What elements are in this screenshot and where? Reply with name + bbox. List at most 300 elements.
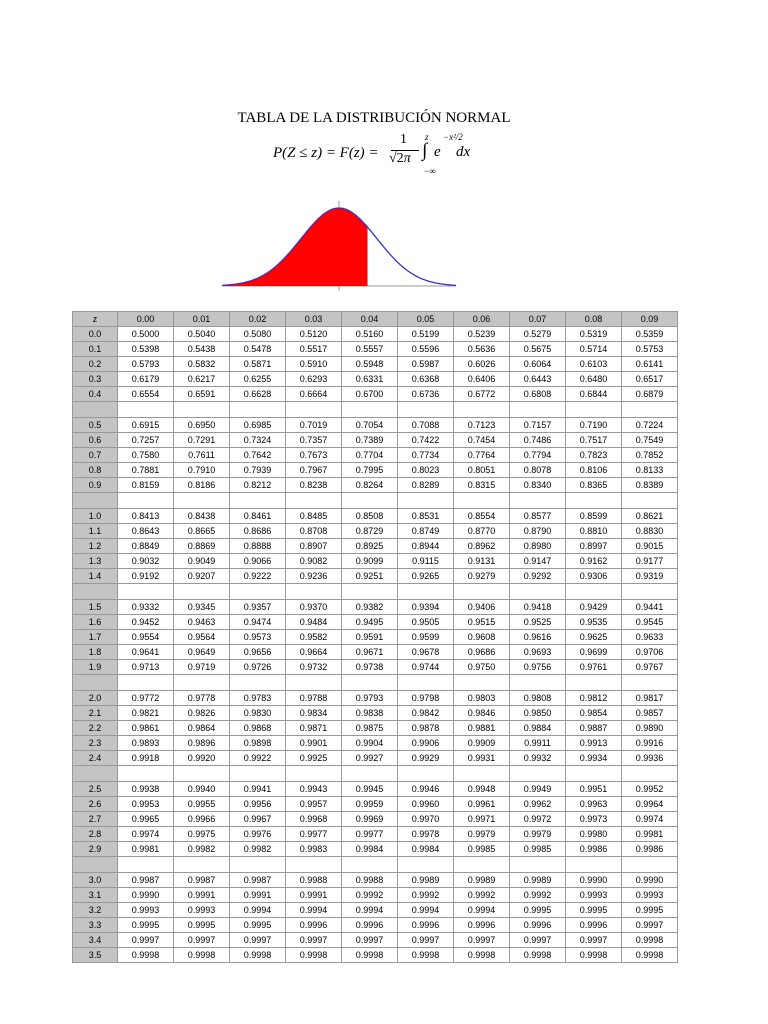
probability-cell: 0.9998 [398, 948, 454, 963]
z-value-cell: 0.4 [73, 387, 118, 402]
probability-cell: 0.9978 [398, 827, 454, 842]
probability-cell: 0.9953 [118, 797, 174, 812]
probability-cell: 0.9834 [286, 706, 342, 721]
header-col: 0.07 [510, 312, 566, 327]
table-row [73, 888, 678, 903]
z-value-cell: 1.8 [73, 645, 118, 660]
probability-cell: 0.9861 [118, 721, 174, 736]
z-value-cell: 2.0 [73, 691, 118, 706]
probability-cell: 0.9608 [454, 630, 510, 645]
probability-cell: 0.9997 [510, 933, 566, 948]
spacer-cell [118, 675, 174, 691]
integral-upper-limit: z [425, 132, 429, 142]
probability-cell: 0.7704 [342, 448, 398, 463]
probability-cell: 0.9913 [566, 736, 622, 751]
spacer-cell [118, 493, 174, 509]
probability-cell: 0.7764 [454, 448, 510, 463]
group-spacer-row [73, 857, 678, 873]
probability-cell: 0.9049 [174, 554, 230, 569]
probability-cell: 0.8665 [174, 524, 230, 539]
probability-cell: 0.9713 [118, 660, 174, 675]
z-value-cell: 0.6 [73, 433, 118, 448]
probability-cell: 0.9265 [398, 569, 454, 584]
probability-cell: 0.9441 [622, 600, 678, 615]
z-value-cell: 3.3 [73, 918, 118, 933]
probability-cell: 0.7549 [622, 433, 678, 448]
probability-cell: 0.8888 [230, 539, 286, 554]
probability-cell: 0.9616 [510, 630, 566, 645]
probability-cell: 0.9989 [398, 873, 454, 888]
z-value-cell: 2.5 [73, 782, 118, 797]
spacer-cell [622, 493, 678, 509]
spacer-cell [230, 584, 286, 600]
group-spacer-row [73, 766, 678, 782]
probability-cell: 0.9986 [566, 842, 622, 857]
spacer-cell [174, 857, 230, 873]
probability-cell: 0.5910 [286, 357, 342, 372]
group-spacer-row [73, 675, 678, 691]
probability-cell: 0.7088 [398, 418, 454, 433]
probability-cell: 0.8413 [118, 509, 174, 524]
spacer-cell [73, 402, 118, 418]
table-row [73, 645, 678, 660]
probability-cell: 0.9319 [622, 569, 678, 584]
spacer-cell [286, 493, 342, 509]
spacer-cell [622, 584, 678, 600]
table-row [73, 509, 678, 524]
probability-cell: 0.7823 [566, 448, 622, 463]
z-value-cell: 0.2 [73, 357, 118, 372]
probability-cell: 0.9996 [454, 918, 510, 933]
probability-cell: 0.9962 [510, 797, 566, 812]
z-value-cell: 1.1 [73, 524, 118, 539]
probability-cell: 0.7324 [230, 433, 286, 448]
table-row [73, 842, 678, 857]
spacer-cell [118, 766, 174, 782]
probability-cell: 0.9738 [342, 660, 398, 675]
probability-cell: 0.5120 [286, 327, 342, 342]
probability-cell: 0.7054 [342, 418, 398, 433]
probability-cell: 0.9484 [286, 615, 342, 630]
probability-cell: 0.8340 [510, 478, 566, 493]
probability-cell: 0.9162 [566, 554, 622, 569]
probability-cell: 0.5438 [174, 342, 230, 357]
probability-cell: 0.9850 [510, 706, 566, 721]
probability-cell: 0.9788 [286, 691, 342, 706]
probability-cell: 0.6026 [454, 357, 510, 372]
probability-cell: 0.8907 [286, 539, 342, 554]
integral-sign-icon: ∫ [422, 140, 428, 161]
probability-cell: 0.9957 [286, 797, 342, 812]
table-row [73, 448, 678, 463]
probability-cell: 0.5000 [118, 327, 174, 342]
probability-cell: 0.9990 [118, 888, 174, 903]
probability-cell: 0.9992 [398, 888, 454, 903]
probability-cell: 0.7486 [510, 433, 566, 448]
probability-cell: 0.6141 [622, 357, 678, 372]
probability-cell: 0.9994 [342, 903, 398, 918]
spacer-cell [622, 402, 678, 418]
probability-cell: 0.9969 [342, 812, 398, 827]
probability-cell: 0.7673 [286, 448, 342, 463]
spacer-cell [510, 675, 566, 691]
probability-cell: 0.9998 [622, 933, 678, 948]
z-value-cell: 2.7 [73, 812, 118, 827]
probability-cell: 0.9993 [566, 888, 622, 903]
formula-denominator [389, 151, 411, 167]
probability-cell: 0.6179 [118, 372, 174, 387]
probability-cell: 0.9066 [230, 554, 286, 569]
probability-cell: 0.9934 [566, 751, 622, 766]
probability-cell: 0.9998 [566, 948, 622, 963]
probability-cell: 0.8365 [566, 478, 622, 493]
probability-cell: 0.9686 [454, 645, 510, 660]
probability-cell: 0.7291 [174, 433, 230, 448]
probability-cell: 0.9693 [510, 645, 566, 660]
probability-cell: 0.7357 [286, 433, 342, 448]
probability-cell: 0.5636 [454, 342, 510, 357]
spacer-cell [286, 857, 342, 873]
probability-cell: 0.9896 [174, 736, 230, 751]
spacer-cell [398, 675, 454, 691]
probability-cell: 0.9015 [622, 539, 678, 554]
probability-cell: 0.9945 [342, 782, 398, 797]
probability-cell: 0.7123 [454, 418, 510, 433]
probability-cell: 0.9357 [230, 600, 286, 615]
table-row [73, 357, 678, 372]
z-value-cell: 1.7 [73, 630, 118, 645]
spacer-cell [73, 493, 118, 509]
probability-cell: 0.7224 [622, 418, 678, 433]
probability-cell: 0.7454 [454, 433, 510, 448]
probability-cell: 0.9826 [174, 706, 230, 721]
z-value-cell: 0.1 [73, 342, 118, 357]
probability-cell: 0.9988 [286, 873, 342, 888]
group-spacer-row [73, 584, 678, 600]
probability-cell: 0.9996 [286, 918, 342, 933]
probability-cell: 0.9998 [230, 948, 286, 963]
spacer-cell [174, 766, 230, 782]
probability-cell: 0.9991 [230, 888, 286, 903]
probability-cell: 0.8749 [398, 524, 454, 539]
probability-cell: 0.7794 [510, 448, 566, 463]
probability-cell: 0.9898 [230, 736, 286, 751]
probability-cell: 0.9418 [510, 600, 566, 615]
probability-cell: 0.9995 [230, 918, 286, 933]
probability-cell: 0.9099 [342, 554, 398, 569]
spacer-cell [174, 493, 230, 509]
z-value-cell: 2.9 [73, 842, 118, 857]
spacer-cell [510, 584, 566, 600]
probability-cell: 0.8708 [286, 524, 342, 539]
probability-cell: 0.9996 [398, 918, 454, 933]
z-value-cell: 1.6 [73, 615, 118, 630]
probability-cell: 0.9992 [454, 888, 510, 903]
probability-cell: 0.6406 [454, 372, 510, 387]
probability-cell: 0.5040 [174, 327, 230, 342]
probability-cell: 0.9965 [118, 812, 174, 827]
probability-cell: 0.6772 [454, 387, 510, 402]
probability-cell: 0.7939 [230, 463, 286, 478]
probability-cell: 0.9991 [286, 888, 342, 903]
header-col: 0.02 [230, 312, 286, 327]
probability-cell: 0.5279 [510, 327, 566, 342]
probability-cell: 0.9979 [454, 827, 510, 842]
spacer-cell [454, 584, 510, 600]
spacer-cell [510, 857, 566, 873]
probability-cell: 0.9938 [118, 782, 174, 797]
probability-cell: 0.6844 [566, 387, 622, 402]
header-col: 0.08 [566, 312, 622, 327]
probability-cell: 0.8686 [230, 524, 286, 539]
spacer-cell [566, 402, 622, 418]
probability-cell: 0.6064 [510, 357, 566, 372]
probability-cell: 0.9798 [398, 691, 454, 706]
probability-cell: 0.9994 [398, 903, 454, 918]
z-value-cell: 0.9 [73, 478, 118, 493]
probability-cell: 0.9756 [510, 660, 566, 675]
probability-cell: 0.8944 [398, 539, 454, 554]
z-value-cell: 0.5 [73, 418, 118, 433]
probability-cell: 0.7157 [510, 418, 566, 433]
probability-cell: 0.9998 [454, 948, 510, 963]
spacer-cell [342, 584, 398, 600]
probability-cell: 0.8810 [566, 524, 622, 539]
probability-cell: 0.9830 [230, 706, 286, 721]
probability-cell: 0.8051 [454, 463, 510, 478]
probability-cell: 0.8643 [118, 524, 174, 539]
probability-cell: 0.9251 [342, 569, 398, 584]
table-row [73, 615, 678, 630]
table-row [73, 327, 678, 342]
probability-cell: 0.8577 [510, 509, 566, 524]
probability-cell: 0.6255 [230, 372, 286, 387]
spacer-cell [342, 766, 398, 782]
probability-cell: 0.8599 [566, 509, 622, 524]
probability-cell: 0.9994 [230, 903, 286, 918]
spacer-cell [73, 675, 118, 691]
probability-cell: 0.9761 [566, 660, 622, 675]
probability-cell: 0.9306 [566, 569, 622, 584]
probability-cell: 0.9893 [118, 736, 174, 751]
probability-cell: 0.9975 [174, 827, 230, 842]
spacer-cell [342, 675, 398, 691]
normal-cdf-formula [270, 130, 500, 178]
spacer-cell [398, 493, 454, 509]
probability-cell: 0.9998 [286, 948, 342, 963]
probability-cell: 0.9131 [454, 554, 510, 569]
probability-cell: 0.9972 [510, 812, 566, 827]
table-row [73, 948, 678, 963]
probability-cell: 0.9948 [454, 782, 510, 797]
probability-cell: 0.9599 [398, 630, 454, 645]
probability-cell: 0.9671 [342, 645, 398, 660]
spacer-cell [566, 766, 622, 782]
probability-cell: 0.9963 [566, 797, 622, 812]
probability-cell: 0.9997 [398, 933, 454, 948]
probability-cell: 0.5239 [454, 327, 510, 342]
probability-cell: 0.9925 [286, 751, 342, 766]
probability-cell: 0.8790 [510, 524, 566, 539]
probability-cell: 0.9993 [118, 903, 174, 918]
probability-cell: 0.8980 [510, 539, 566, 554]
probability-cell: 0.5987 [398, 357, 454, 372]
probability-cell: 0.9884 [510, 721, 566, 736]
probability-cell: 0.9931 [454, 751, 510, 766]
probability-cell: 0.6700 [342, 387, 398, 402]
probability-cell: 0.9956 [230, 797, 286, 812]
probability-cell: 0.9857 [622, 706, 678, 721]
probability-cell: 0.9979 [510, 827, 566, 842]
table-row [73, 463, 678, 478]
probability-cell: 0.9984 [342, 842, 398, 857]
z-value-cell: 2.3 [73, 736, 118, 751]
probability-cell: 0.9987 [230, 873, 286, 888]
z-value-cell: 0.0 [73, 327, 118, 342]
probability-cell: 0.7019 [286, 418, 342, 433]
group-spacer-row [73, 402, 678, 418]
header-z: z [73, 312, 118, 327]
probability-cell: 0.9997 [454, 933, 510, 948]
probability-cell: 0.9793 [342, 691, 398, 706]
probability-cell: 0.8133 [622, 463, 678, 478]
spacer-cell [230, 493, 286, 509]
probability-cell: 0.8238 [286, 478, 342, 493]
table-row [73, 691, 678, 706]
spacer-cell [398, 584, 454, 600]
probability-cell: 0.5319 [566, 327, 622, 342]
table-row [73, 903, 678, 918]
probability-cell: 0.9887 [566, 721, 622, 736]
spacer-cell [510, 766, 566, 782]
integral-lower-limit: −∞ [424, 166, 436, 176]
probability-cell: 0.9875 [342, 721, 398, 736]
header-col: 0.05 [398, 312, 454, 327]
spacer-cell [286, 584, 342, 600]
probability-cell: 0.9236 [286, 569, 342, 584]
probability-cell: 0.6808 [510, 387, 566, 402]
spacer-cell [398, 766, 454, 782]
probability-cell: 0.9890 [622, 721, 678, 736]
z-value-cell: 3.2 [73, 903, 118, 918]
z-value-cell: 3.5 [73, 948, 118, 963]
probability-cell: 0.8830 [622, 524, 678, 539]
spacer-cell [398, 857, 454, 873]
probability-cell: 0.7967 [286, 463, 342, 478]
spacer-cell [342, 493, 398, 509]
probability-cell: 0.9812 [566, 691, 622, 706]
probability-cell: 0.9783 [230, 691, 286, 706]
probability-cell: 0.9997 [286, 933, 342, 948]
formula-pi: π [403, 151, 411, 166]
spacer-cell [118, 402, 174, 418]
spacer-cell [230, 675, 286, 691]
probability-cell: 0.9983 [286, 842, 342, 857]
probability-cell: 0.9977 [286, 827, 342, 842]
probability-cell: 0.9997 [342, 933, 398, 948]
probability-cell: 0.9207 [174, 569, 230, 584]
probability-cell: 0.9992 [342, 888, 398, 903]
probability-cell: 0.8438 [174, 509, 230, 524]
probability-cell: 0.5714 [566, 342, 622, 357]
probability-cell: 0.9943 [286, 782, 342, 797]
probability-cell: 0.9968 [286, 812, 342, 827]
probability-cell: 0.9901 [286, 736, 342, 751]
spacer-cell [286, 766, 342, 782]
probability-cell: 0.9955 [174, 797, 230, 812]
probability-cell: 0.8925 [342, 539, 398, 554]
spacer-cell [342, 402, 398, 418]
table-row [73, 660, 678, 675]
probability-cell: 0.5596 [398, 342, 454, 357]
table-row [73, 554, 678, 569]
probability-cell: 0.7734 [398, 448, 454, 463]
probability-cell: 0.9991 [174, 888, 230, 903]
probability-cell: 0.9370 [286, 600, 342, 615]
probability-cell: 0.9998 [174, 948, 230, 963]
probability-cell: 0.8389 [622, 478, 678, 493]
probability-cell: 0.9922 [230, 751, 286, 766]
probability-cell: 0.8078 [510, 463, 566, 478]
probability-cell: 0.9998 [342, 948, 398, 963]
table-row [73, 706, 678, 721]
probability-cell: 0.8770 [454, 524, 510, 539]
probability-cell: 0.5517 [286, 342, 342, 357]
probability-cell: 0.9633 [622, 630, 678, 645]
probability-cell: 0.6736 [398, 387, 454, 402]
probability-cell: 0.9495 [342, 615, 398, 630]
probability-cell: 0.9996 [342, 918, 398, 933]
probability-cell: 0.9452 [118, 615, 174, 630]
probability-cell: 0.9952 [622, 782, 678, 797]
page-title: TABLA DE LA DISTRIBUCIÓN NORMAL [237, 110, 511, 126]
probability-cell: 0.9920 [174, 751, 230, 766]
probability-cell: 0.9984 [398, 842, 454, 857]
spacer-cell [454, 857, 510, 873]
probability-cell: 0.9932 [510, 751, 566, 766]
probability-cell: 0.5160 [342, 327, 398, 342]
table-header-row [73, 312, 678, 327]
probability-cell: 0.9474 [230, 615, 286, 630]
probability-cell: 0.6368 [398, 372, 454, 387]
probability-cell: 0.9985 [454, 842, 510, 857]
probability-cell: 0.6591 [174, 387, 230, 402]
probability-cell: 0.8159 [118, 478, 174, 493]
spacer-cell [454, 493, 510, 509]
z-value-cell: 2.1 [73, 706, 118, 721]
probability-cell: 0.9995 [622, 903, 678, 918]
probability-cell: 0.9582 [286, 630, 342, 645]
table-row [73, 342, 678, 357]
probability-cell: 0.9960 [398, 797, 454, 812]
z-value-cell: 2.8 [73, 827, 118, 842]
probability-cell: 0.6293 [286, 372, 342, 387]
table-row [73, 569, 678, 584]
probability-cell: 0.9591 [342, 630, 398, 645]
probability-cell: 0.9998 [510, 948, 566, 963]
z-value-cell: 0.8 [73, 463, 118, 478]
spacer-cell [454, 766, 510, 782]
probability-cell: 0.9980 [566, 827, 622, 842]
probability-cell: 0.9821 [118, 706, 174, 721]
probability-cell: 0.9988 [342, 873, 398, 888]
probability-cell: 0.8289 [398, 478, 454, 493]
table-row [73, 387, 678, 402]
probability-cell: 0.9192 [118, 569, 174, 584]
table-row [73, 630, 678, 645]
probability-cell: 0.9941 [230, 782, 286, 797]
probability-cell: 0.8729 [342, 524, 398, 539]
